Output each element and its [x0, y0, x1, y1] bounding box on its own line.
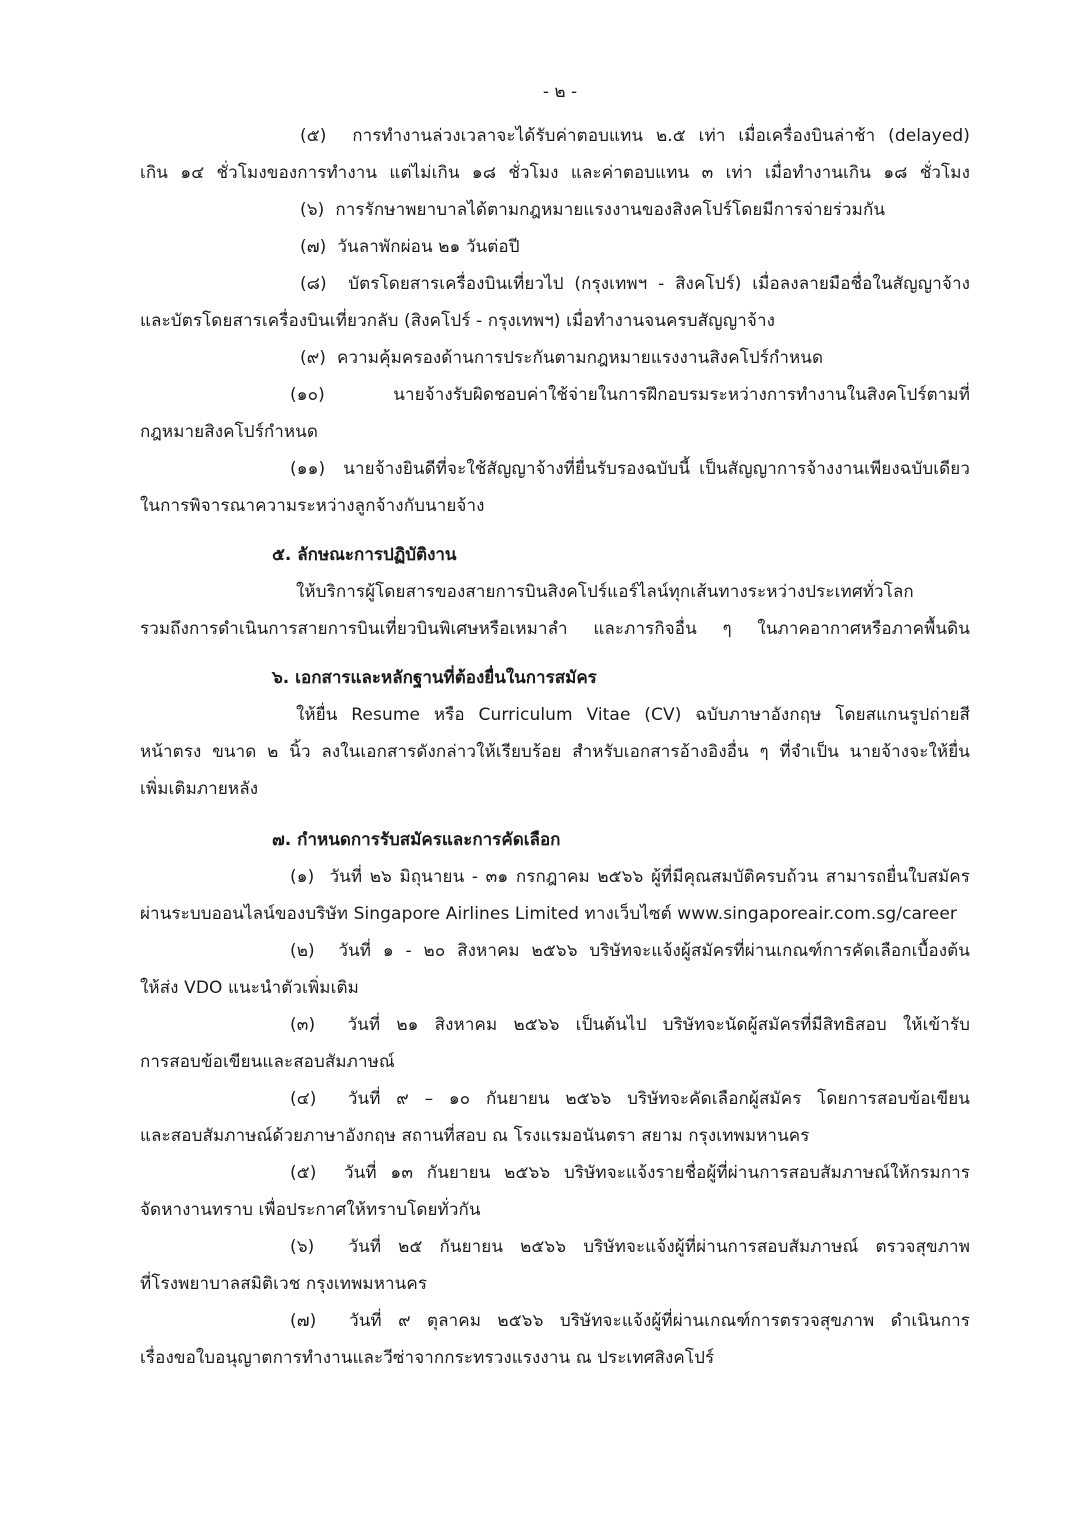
schedule-item-5-line-1: [140, 1155, 970, 1192]
schedule-item-7-line-1: [140, 1303, 970, 1340]
section-6-line-1: ให้ยื่น Resume หรือ Curriculum Vitae (CV) ฉบับภาษาอังกฤษ โดยสแกนรูปถ่ายสี: [296, 705, 970, 725]
page-number: - ๒ -: [542, 82, 578, 102]
benefit-item-text: บัตรโดยสารเครื่องบินเที่ยวไป (กรุงเทพฯ - สิงคโปร์) เมื่อลงลายมือชื่อในสัญญาจ้าง: [348, 274, 970, 294]
schedule-item-number: (๒): [290, 941, 315, 961]
section-5-line-1: ให้บริการผู้โดยสารของสายการบินสิงคโปร์แอร์ไลน์ทุกเส้นทางระหว่างประเทศทั่วโลก: [296, 582, 914, 602]
schedule-item-number: (๖): [290, 1237, 315, 1257]
benefit-item-8-line-2: และบัตรโดยสารเครื่องบินเที่ยวกลับ (สิงคโปร์ - กรุงเทพฯ) เมื่อทำงานจนครบสัญญาจ้าง: [140, 311, 776, 331]
schedule-item-text: วันที่ ๒๑ สิงหาคม ๒๕๖๖ เป็นต้นไป บริษัทจะนัดผู้สมัครที่มีสิทธิสอบ ให้เข้ารับ: [347, 1015, 970, 1035]
schedule-item-7-line-2: เรื่องขอใบอนุญาตการทำงานและวีซ่าจากกระทรวงแรงงาน ณ ประเทศสิงคโปร์: [140, 1348, 715, 1368]
benefit-item-number: (๑๐): [290, 385, 325, 405]
benefit-item-6: [140, 192, 970, 229]
benefit-item-text: วันลาพักผ่อน ๒๑ วันต่อปี: [337, 237, 520, 257]
section-6-line-2: หน้าตรง ขนาด ๒ นิ้ว ลงในเอกสารดังกล่าวให้เรียบร้อย สำหรับเอกสารอ้างอิงอื่น ๆ ที่จำเป็น นายจ้างจะให้ยื่น: [140, 742, 970, 762]
benefit-item-9: [140, 340, 970, 377]
schedule-item-4-line-2: และสอบสัมภาษณ์ด้วยภาษาอังกฤษ สถานที่สอบ ณ โรงแรมอนันตรา สยาม กรุงเทพมหานคร: [140, 1126, 810, 1146]
benefit-item-text: การรักษาพยาบาลได้ตามกฎหมายแรงงานของสิงคโปร์โดยมีการจ่ายร่วมกัน: [335, 200, 886, 220]
schedule-item-text: วันที่ ๑ - ๒๐ สิงหาคม ๒๕๖๖ บริษัทจะแจ้งผู้สมัครที่ผ่านเกณฑ์การคัดเลือกเบื้องต้น: [338, 941, 970, 961]
spacer: [140, 648, 970, 660]
schedule-item-4-line-1: [140, 1081, 970, 1118]
schedule-item-text: วันที่ ๙ ตุลาคม ๒๕๖๖ บริษัทจะแจ้งผู้ที่ผ่านเกณฑ์การตรวจสุขภาพ ดำเนินการ: [349, 1311, 970, 1331]
schedule-item-number: (๔): [290, 1089, 317, 1109]
schedule-item-number: (๕): [290, 1163, 317, 1183]
benefit-item-7: [140, 229, 970, 266]
spacer: [140, 525, 970, 537]
schedule-item-text: วันที่ ๒๖ มิถุนายน - ๓๑ กรกฎาคม ๒๕๖๖ ผู้ที่มีคุณสมบัติครบถ้วน สามารถยื่นใบสมัคร: [329, 867, 970, 887]
schedule-item-3-line-1: [140, 1007, 970, 1044]
benefit-item-5-line-2: เกิน ๑๔ ชั่วโมงของการทำงาน แต่ไม่เกิน ๑๘ ชั่วโมง และค่าตอบแทน ๓ เท่า เมื่อทำงานเกิน ๑๘ ชั่วโมง: [140, 163, 970, 183]
benefit-item-number: (๗): [300, 237, 327, 257]
benefit-item-text: การทำงานล่วงเวลาจะได้รับค่าตอบแทน ๒.๕ เท่า เมื่อเครื่องบินล่าช้า (delayed): [352, 126, 970, 146]
benefit-item-8-line-1: [140, 266, 970, 303]
benefit-item-10-line-1: [140, 377, 970, 414]
section-6-line-3: เพิ่มเติมภายหลัง: [140, 779, 259, 799]
schedule-item-6-line-1: [140, 1229, 970, 1266]
section-7-heading: ๗. กำหนดการรับสมัครและการคัดเลือก: [272, 830, 561, 850]
benefit-item-11-line-2: ในการพิจารณาความระหว่างลูกจ้างกับนายจ้าง: [140, 496, 485, 516]
schedule-item-text: วันที่ ๑๓ กันยายน ๒๕๖๖ บริษัทจะแจ้งรายชื่อผู้ที่ผ่านการสอบสัมภาษณ์ให้กรมการ: [343, 1163, 970, 1183]
schedule-item-5-line-2: จัดหางานทราบ เพื่อประกาศให้ทราบโดยทั่วกัน: [140, 1200, 481, 1220]
schedule-item-text: วันที่ ๒๕ กันยายน ๒๕๖๖ บริษัทจะแจ้งผู้ที่ผ่านการสอบสัมภาษณ์ ตรวจสุขภาพ: [348, 1237, 970, 1257]
benefit-item-text: ความคุ้มครองด้านการประกันตามกฎหมายแรงงานสิงคโปร์กำหนด: [337, 348, 824, 368]
benefit-item-number: (๕): [300, 126, 327, 146]
schedule-item-2-line-2: ให้ส่ง VDO แนะนำตัวเพิ่มเติม: [140, 978, 359, 998]
benefit-item-number: (๙): [300, 348, 327, 368]
document-body: [140, 118, 970, 1377]
schedule-item-number: (๗): [290, 1311, 317, 1331]
benefit-item-number: (๘): [300, 274, 327, 294]
schedule-item-number: (๑): [290, 867, 315, 887]
benefit-item-number: (๖): [300, 200, 325, 220]
schedule-item-1-line-1: [140, 859, 970, 896]
benefit-item-11-line-1: [140, 451, 970, 488]
schedule-item-2-line-1: [140, 933, 970, 970]
section-5-heading: ๕. ลักษณะการปฏิบัติงาน: [272, 545, 457, 565]
section-5-line-2: รวมถึงการดำเนินการสายการบินเที่ยวบินพิเศษหรือเหมาลำ และภารกิจอื่น ๆ ในภาคอากาศหรือภาคพื้นดิน: [140, 619, 970, 639]
benefit-item-10-line-2: กฎหมายสิงคโปร์กำหนด: [140, 422, 319, 442]
schedule-item-number: (๓): [290, 1015, 316, 1035]
schedule-item-6-line-2: ที่โรงพยาบาลสมิติเวช กรุงเทพมหานคร: [140, 1274, 428, 1294]
schedule-item-3-line-2: การสอบข้อเขียนและสอบสัมภาษณ์: [140, 1052, 395, 1072]
benefit-item-text: นายจ้างรับผิดชอบค่าใช้จ่ายในการฝึกอบรมระหว่างการทำงานในสิงคโปร์ตามที่: [393, 385, 970, 405]
schedule-item-text: วันที่ ๙ – ๑๐ กันยายน ๒๕๖๖ บริษัทจะคัดเลือกผู้สมัคร โดยการสอบข้อเขียน: [347, 1089, 970, 1109]
benefit-item-number: (๑๑): [290, 459, 326, 479]
benefit-item-5-line-1: [140, 118, 970, 155]
benefit-item-text: นายจ้างยินดีที่จะใช้สัญญาจ้างที่ยื่นรับรองฉบับนี้ เป็นสัญญาการจ้างงานเพียงฉบับเดียว: [343, 459, 970, 479]
schedule-item-1-line-2: ผ่านระบบออนไลน์ของบริษัท Singapore Airlines Limited ทางเว็บไซต์ www.singaporeair.com.sg/career: [140, 904, 957, 924]
section-6-heading: ๖. เอกสารและหลักฐานที่ต้องยื่นในการสมัคร: [272, 668, 597, 688]
spacer: [140, 808, 970, 822]
